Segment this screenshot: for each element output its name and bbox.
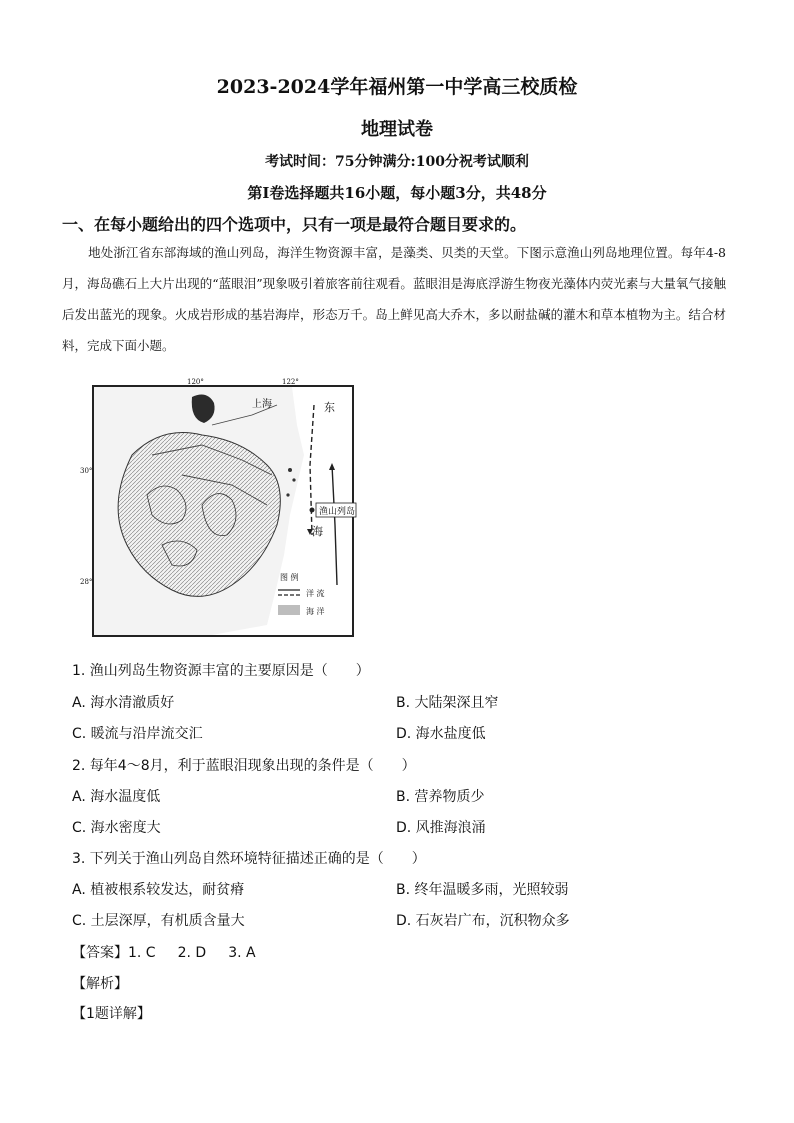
exam-info: 考试时间：75分钟满分:100分祝考试顺利 xyxy=(265,154,529,170)
answer-item: 2. D xyxy=(177,945,207,961)
passage xyxy=(62,237,726,361)
legend-ocean-label: 海 洋 xyxy=(306,607,325,616)
q1-option-d: D. 海水盐度低 xyxy=(396,726,486,742)
island xyxy=(292,478,295,481)
legend-ocean-swatch xyxy=(278,605,300,615)
lon-label: 120° xyxy=(187,378,204,386)
islands-marker xyxy=(310,508,315,513)
shanghai-label: 上海 xyxy=(252,399,272,410)
section-heading: 一、在每小题给出的四个选项中，只有一项是最符合题目要求的。 xyxy=(62,215,527,234)
q1-option-b: B. 大陆架深且窄 xyxy=(396,695,499,711)
location-map xyxy=(92,378,356,637)
passage-text: 地处浙江省东部海域的渔山列岛，海洋生物资源丰富，是藻类、贝类的天堂。下图示意渔山列岛地理位置。每年4-8月，海岛礁石上大片出现的“蓝眼泪”现象吸引着旅客前往观看。蓝眼泪是海底浮游生物夜光藻体内荧光素与大量氧气接触后发出蓝光的现象。火成岩形成的基岩海岸，形态万千。岛上鲜见高大乔木，多以耐盐碱的灌木和草本植物为主。结合材料，完成下面小题。 xyxy=(62,245,726,353)
page-title: 2023-2024学年福州第一中学高三校质检 xyxy=(216,76,578,98)
q2-option-c: C. 海水密度大 xyxy=(72,820,161,836)
answer-label: 【答案】 xyxy=(72,945,128,961)
question-3: 3. 下列关于渔山列岛自然环境特征描述正确的是（ ） xyxy=(72,851,426,867)
q2-option-b: B. 营养物质少 xyxy=(396,789,485,805)
q2-option-d: D. 风推海浪涌 xyxy=(396,820,486,836)
answer-item: 3. A xyxy=(228,945,256,961)
q3-option-b: B. 终年温暖多雨，光照较弱 xyxy=(396,882,569,898)
subject-title: 地理试卷 xyxy=(361,119,433,140)
island xyxy=(288,468,292,472)
legend-title: 图 例 xyxy=(280,573,299,582)
islands-label: 渔山列岛 xyxy=(319,507,356,517)
lat-label: 28° xyxy=(80,578,93,586)
section-info: 第Ⅰ卷选择题共16小题，每小题3分，共48分 xyxy=(247,184,547,202)
q1-option-a: A. 海水清澈质好 xyxy=(72,695,175,711)
q3-option-a: A. 植被根系较发达，耐贫瘠 xyxy=(72,882,245,898)
q3-option-c: C. 土层深厚，有机质含量大 xyxy=(72,913,245,929)
q1-option-c: C. 暖流与沿岸流交汇 xyxy=(72,726,203,742)
lon-label: 122° xyxy=(282,378,299,386)
lat-label: 30° xyxy=(80,467,93,475)
analysis-label: 【解析】 xyxy=(72,976,128,992)
legend-current-label: 洋 流 xyxy=(306,589,325,598)
q2-option-a: A. 海水温度低 xyxy=(72,789,161,805)
answer-item: 1. C xyxy=(128,945,156,961)
q3-option-d: D. 石灰岩广布，沉积物众多 xyxy=(396,913,570,929)
question-2: 2. 每年4～8月，利于蓝眼泪现象出现的条件是（ ） xyxy=(72,758,416,774)
question-1: 1. 渔山列岛生物资源丰富的主要原因是（ ） xyxy=(72,663,370,679)
east-label: 东 xyxy=(324,401,335,414)
island xyxy=(286,493,289,496)
detail-label: 【1题详解】 xyxy=(72,1006,151,1022)
answer-line xyxy=(72,942,278,962)
sea-label: 海 xyxy=(312,525,323,538)
